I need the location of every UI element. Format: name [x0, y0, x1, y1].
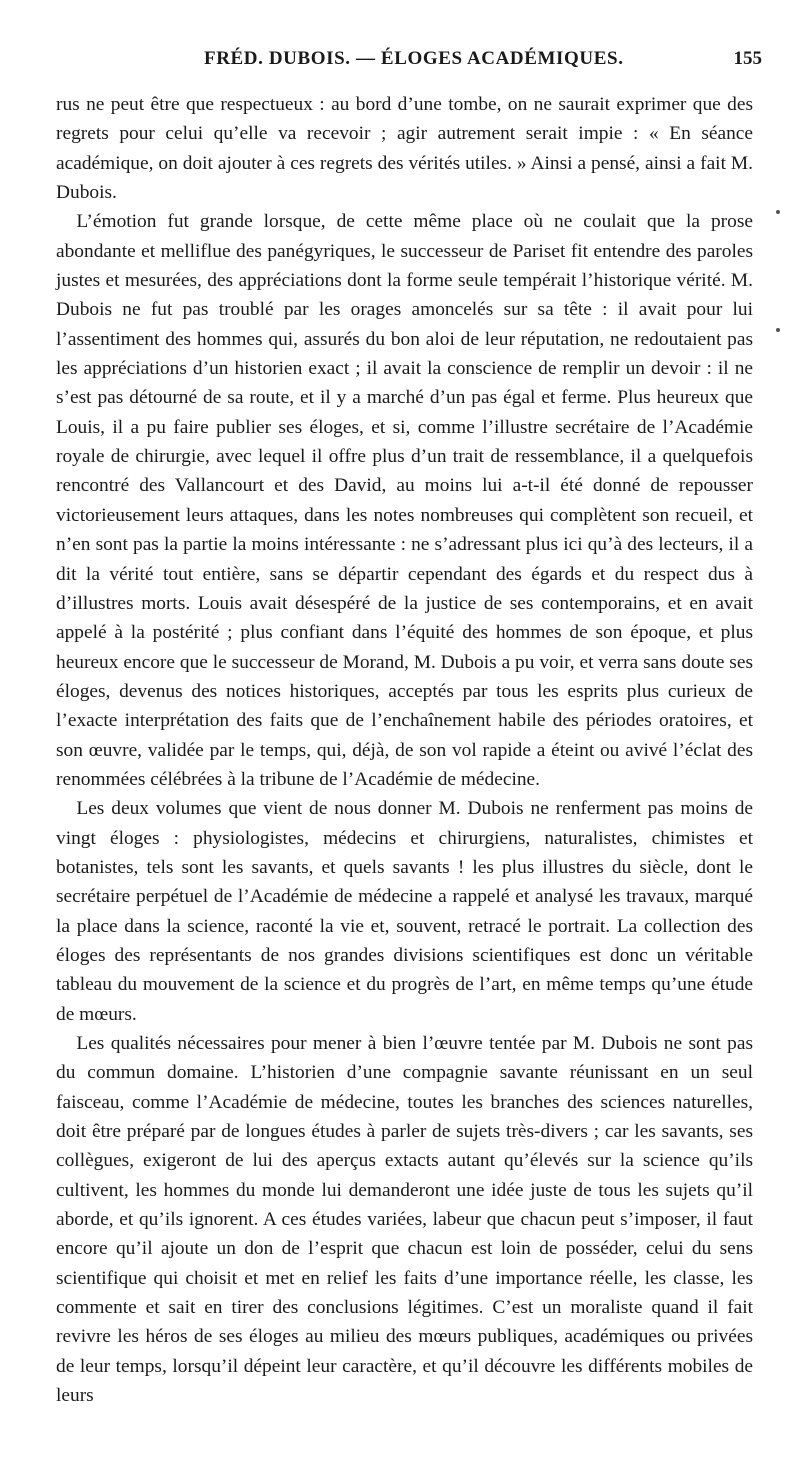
- margin-mark: [776, 210, 780, 214]
- margin-mark: [776, 328, 780, 332]
- paragraph: Les deux volumes que vient de nous donner M. Dubois ne renferment pas moins de vingt éloges : physiologistes, médecins et chirurgiens, naturalistes, chimistes et botanistes, tels sont les savants, et quels savants ! les plus illustres du siècle, dont le secrétaire perpétuel de l’Académie de médecine a rappelé et analysé les travaux, marqué la place dans la science, raconté la vie et, souvent, retracé le portrait. La collection des éloges des représentants de nos grandes divisions scientifiques est donc un véritable tableau du mouvement de la science et du progrès de l’art, en même temps qu’une étude de mœurs.: [56, 798, 753, 1025]
- body-text: [56, 90, 753, 1410]
- running-title: FRÉD. DUBOIS. — ÉLOGES ACADÉMIQUES.: [204, 48, 624, 69]
- paragraph: Les qualités nécessaires pour mener à bien l’œuvre tentée par M. Dubois ne sont pas du commun domaine. L’historien d’une compagnie savante réunissant en un seul faisceau, comme l’Académie de médecine, toutes les branches des sciences naturelles, doit être préparé par de longues études à parler de sujets très-divers ; car les savants, ses collègues, exigeront de lui des aperçus extacts autant qu’élevés sur la science qu’ils cultivent, les hommes du monde lui demanderont une idée juste de tous les sujets qu’il aborde, et qu’ils ignorent. A ces études variées, labeur que chacun peut s’imposer, il faut encore qu’il ajoute un don de l’esprit que chacun est loin de posséder, celui du sens scientifique qui choisit et met en relief les faits d’une importance réelle, les classe, les commente et sait en tirer des conclusions légitimes. C’est un moraliste quand il fait revivre les héros de ses éloges au milieu des mœurs publiques, académiques ou privées de leur temps, lorsqu’il dépeint leur caractère, et qu’il découvre les différents mobiles de leurs: [56, 1033, 753, 1407]
- paragraph: rus ne peut être que respectueux : au bord d’une tombe, on ne saurait exprimer que des regrets pour celui qu’elle va recevoir ; agir autrement serait impie : « En séance académique, on doit ajouter à ces regrets des vérités utiles. » Ainsi a pensé, ainsi a fait M. Dubois.: [56, 94, 753, 204]
- paragraph: L’émotion fut grande lorsque, de cette même place où ne coulait que la prose abondante et melliflue des panégyriques, le successeur de Pariset fit entendre des paroles justes et mesurées, des appréciations dont la forme seule tempérait l’historique vérité. M. Dubois ne fut pas troublé par les orages amoncelés sur sa tête : il avait pour lui l’assentiment des hommes qui, assurés du bon aloi de leur réputation, ne redoutaient pas les appréciations d’un historien exact ; il avait la conscience de remplir un devoir : il ne s’est pas détourné de sa route, et il y a marché d’un pas égal et ferme. Plus heureux que Louis, il a pu faire publier ses éloges, et si, comme l’illustre secrétaire de l’Académie royale de chirurgie, avec lequel il offre plus d’un trait de ressemblance, il a quelquefois rencontré des Vallancourt et des David, au moins lui a-t-il été donné de repousser victorieusement leurs attaques, dans les notes nombreuses qui complètent son recueil, et n’en sont pas la partie la moins intéressante : ne s’adressant plus ici qu’à des lecteurs, il a dit la vérité tout entière, sans se départir cependant des égards et du respect dus à d’illustres morts. Louis avait désespéré de la justice de ses contemporains, et en avait appelé à la postérité ; plus confiant dans l’équité des hommes de son époque, et plus heureux encore que le successeur de Morand, M. Dubois a pu voir, et verra sans doute ses éloges, devenus des notices historiques, acceptés par tous les esprits plus curieux de l’exacte interprétation des faits que de l’enchaînement habile des périodes oratoires, et son œuvre, validée par le temps, qui, déjà, de son vol rapide a éteint ou avivé l’éclat des renommées célébrées à la tribune de l’Académie de médecine.: [56, 211, 753, 790]
- page-number: 155: [733, 48, 762, 69]
- page-header: [56, 46, 762, 76]
